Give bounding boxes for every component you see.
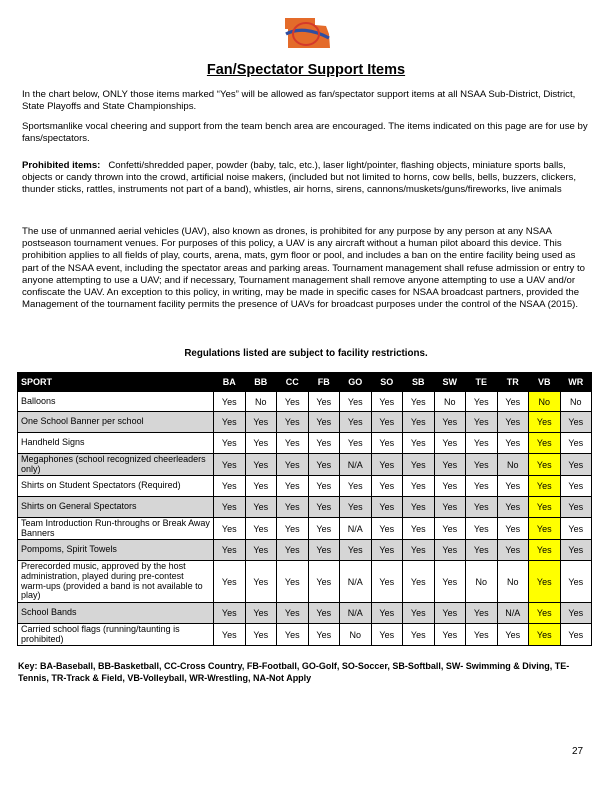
- header-cc: CC: [277, 373, 309, 392]
- cell-sw: Yes: [434, 454, 466, 476]
- cell-wr: Yes: [560, 433, 592, 454]
- cell-ba: Yes: [214, 518, 246, 540]
- cell-ba: Yes: [214, 433, 246, 454]
- cell-sw: Yes: [434, 561, 466, 603]
- cell-te: Yes: [466, 603, 498, 624]
- cell-so: Yes: [371, 392, 403, 412]
- cell-cc: Yes: [277, 476, 309, 497]
- header-vb: VB: [529, 373, 561, 392]
- nsaa-logo: [282, 14, 332, 54]
- cell-go: N/A: [340, 518, 372, 540]
- cell-tr: N/A: [497, 603, 529, 624]
- cell-bb: Yes: [245, 518, 277, 540]
- table-row: [18, 497, 592, 518]
- intro-paragraph-2: Sportsmanlike vocal cheering and support from the team bench area are encouraged. The items indicated on this page are for use by fans/spectators.: [22, 121, 588, 145]
- cell-bb: Yes: [245, 561, 277, 603]
- cell-te: Yes: [466, 433, 498, 454]
- cell-so: Yes: [371, 624, 403, 646]
- cell-go: N/A: [340, 561, 372, 603]
- cell-bb: Yes: [245, 412, 277, 433]
- cell-so: Yes: [371, 433, 403, 454]
- prohibited-label: Prohibited items:: [22, 160, 101, 171]
- cell-fb: Yes: [308, 603, 340, 624]
- cell-bb: Yes: [245, 603, 277, 624]
- cell-fb: Yes: [308, 561, 340, 603]
- cell-cc: Yes: [277, 454, 309, 476]
- row-item-label: School Bands: [18, 603, 214, 624]
- prohibited-text: Confetti/shredded paper, powder (baby, talc, etc.), laser light/pointer, flashing objects, miniature sports balls, objects or candy thrown into the crowd, artificial noise makers, (included but not limited to horns, cow bells, bells, buzzers, clickers, thunder sticks, rattles, instruments not part of a band), whistles, air horns, sirens, cannons/muskets/guns/fireworks, live animals: [22, 160, 577, 196]
- cell-wr: Yes: [560, 540, 592, 561]
- cell-te: Yes: [466, 518, 498, 540]
- cell-vb: Yes: [529, 624, 561, 646]
- header-so: SO: [371, 373, 403, 392]
- cell-sb: Yes: [403, 561, 435, 603]
- cell-go: Yes: [340, 412, 372, 433]
- cell-vb: Yes: [529, 518, 561, 540]
- support-items-table: [17, 372, 592, 646]
- cell-tr: Yes: [497, 433, 529, 454]
- cell-go: Yes: [340, 392, 372, 412]
- cell-sw: Yes: [434, 412, 466, 433]
- table-row: [18, 454, 592, 476]
- cell-tr: Yes: [497, 497, 529, 518]
- header-bb: BB: [245, 373, 277, 392]
- table-row: [18, 624, 592, 646]
- cell-vb: Yes: [529, 603, 561, 624]
- row-item-label: Pompoms, Spirit Towels: [18, 540, 214, 561]
- cell-tr: No: [497, 454, 529, 476]
- cell-sb: Yes: [403, 518, 435, 540]
- cell-cc: Yes: [277, 603, 309, 624]
- cell-fb: Yes: [308, 624, 340, 646]
- cell-te: Yes: [466, 540, 498, 561]
- cell-sb: Yes: [403, 454, 435, 476]
- row-item-label: One School Banner per school: [18, 412, 214, 433]
- cell-go: Yes: [340, 540, 372, 561]
- row-item-label: Team Introduction Run-throughs or Break Away Banners: [18, 518, 214, 540]
- cell-sw: Yes: [434, 433, 466, 454]
- cell-tr: Yes: [497, 476, 529, 497]
- cell-fb: Yes: [308, 476, 340, 497]
- cell-go: No: [340, 624, 372, 646]
- cell-cc: Yes: [277, 433, 309, 454]
- cell-bb: Yes: [245, 540, 277, 561]
- cell-cc: Yes: [277, 412, 309, 433]
- cell-vb: No: [529, 392, 561, 412]
- cell-so: Yes: [371, 603, 403, 624]
- cell-bb: Yes: [245, 433, 277, 454]
- header-te: TE: [466, 373, 498, 392]
- cell-vb: Yes: [529, 497, 561, 518]
- cell-te: Yes: [466, 392, 498, 412]
- cell-fb: Yes: [308, 412, 340, 433]
- cell-wr: No: [560, 392, 592, 412]
- cell-cc: Yes: [277, 561, 309, 603]
- cell-sb: Yes: [403, 603, 435, 624]
- cell-sw: Yes: [434, 540, 466, 561]
- cell-sw: Yes: [434, 603, 466, 624]
- cell-wr: Yes: [560, 603, 592, 624]
- cell-wr: Yes: [560, 624, 592, 646]
- cell-go: Yes: [340, 476, 372, 497]
- row-item-label: Shirts on Student Spectators (Required): [18, 476, 214, 497]
- cell-ba: Yes: [214, 454, 246, 476]
- row-item-label: Balloons: [18, 392, 214, 412]
- cell-sw: Yes: [434, 497, 466, 518]
- row-item-label: Prerecorded music, approved by the host administration, played during pre-contest warm-ups (provided a band is not available to play): [18, 561, 214, 603]
- row-item-label: Megaphones (school recognized cheerleaders only): [18, 454, 214, 476]
- cell-so: Yes: [371, 454, 403, 476]
- cell-go: Yes: [340, 433, 372, 454]
- cell-ba: Yes: [214, 624, 246, 646]
- cell-wr: Yes: [560, 476, 592, 497]
- table-row: [18, 603, 592, 624]
- cell-ba: Yes: [214, 476, 246, 497]
- cell-fb: Yes: [308, 497, 340, 518]
- cell-vb: Yes: [529, 433, 561, 454]
- cell-sb: Yes: [403, 540, 435, 561]
- cell-wr: Yes: [560, 561, 592, 603]
- table-row: [18, 540, 592, 561]
- cell-te: Yes: [466, 624, 498, 646]
- cell-ba: Yes: [214, 392, 246, 412]
- cell-so: Yes: [371, 561, 403, 603]
- row-item-label: Carried school flags (running/taunting is prohibited): [18, 624, 214, 646]
- cell-bb: No: [245, 392, 277, 412]
- cell-fb: Yes: [308, 433, 340, 454]
- cell-so: Yes: [371, 476, 403, 497]
- table-row: [18, 412, 592, 433]
- cell-te: Yes: [466, 497, 498, 518]
- table-row: [18, 561, 592, 603]
- cell-so: Yes: [371, 518, 403, 540]
- cell-sb: Yes: [403, 497, 435, 518]
- cell-so: Yes: [371, 540, 403, 561]
- cell-ba: Yes: [214, 412, 246, 433]
- cell-cc: Yes: [277, 624, 309, 646]
- cell-ba: Yes: [214, 540, 246, 561]
- cell-tr: Yes: [497, 540, 529, 561]
- cell-sw: Yes: [434, 476, 466, 497]
- cell-tr: No: [497, 561, 529, 603]
- cell-vb: Yes: [529, 476, 561, 497]
- cell-tr: Yes: [497, 392, 529, 412]
- header-tr: TR: [497, 373, 529, 392]
- page-title: Fan/Spectator Support Items: [206, 62, 406, 78]
- cell-te: Yes: [466, 454, 498, 476]
- cell-fb: Yes: [308, 540, 340, 561]
- cell-ba: Yes: [214, 497, 246, 518]
- cell-sw: No: [434, 392, 466, 412]
- cell-tr: Yes: [497, 624, 529, 646]
- cell-so: Yes: [371, 497, 403, 518]
- table-row: [18, 518, 592, 540]
- cell-vb: Yes: [529, 561, 561, 603]
- row-item-label: Handheld Signs: [18, 433, 214, 454]
- header-ba: BA: [214, 373, 246, 392]
- cell-vb: Yes: [529, 540, 561, 561]
- cell-fb: Yes: [308, 518, 340, 540]
- cell-so: Yes: [371, 412, 403, 433]
- table-body: [18, 392, 592, 646]
- cell-wr: Yes: [560, 518, 592, 540]
- cell-bb: Yes: [245, 497, 277, 518]
- cell-go: Yes: [340, 497, 372, 518]
- intro-paragraph-1: In the chart below, ONLY those items marked “Yes” will be allowed as fan/spectator support items at all NSAA Sub-District, District, State Playoffs and State Championships.: [22, 89, 576, 113]
- cell-go: N/A: [340, 603, 372, 624]
- cell-wr: Yes: [560, 454, 592, 476]
- cell-wr: Yes: [560, 412, 592, 433]
- cell-sb: Yes: [403, 476, 435, 497]
- cell-cc: Yes: [277, 392, 309, 412]
- cell-wr: Yes: [560, 497, 592, 518]
- header-sport: SPORT: [18, 373, 214, 392]
- cell-bb: Yes: [245, 476, 277, 497]
- cell-fb: Yes: [308, 454, 340, 476]
- cell-cc: Yes: [277, 497, 309, 518]
- table-row: [18, 433, 592, 454]
- cell-bb: Yes: [245, 624, 277, 646]
- cell-tr: Yes: [497, 518, 529, 540]
- cell-ba: Yes: [214, 561, 246, 603]
- cell-te: Yes: [466, 412, 498, 433]
- cell-te: No: [466, 561, 498, 603]
- table-row: [18, 392, 592, 412]
- prohibited-paragraph: [22, 160, 590, 197]
- cell-sw: Yes: [434, 518, 466, 540]
- header-fb: FB: [308, 373, 340, 392]
- table-header-row: [18, 373, 592, 392]
- table-row: [18, 476, 592, 497]
- cell-bb: Yes: [245, 454, 277, 476]
- cell-sb: Yes: [403, 624, 435, 646]
- row-item-label: Shirts on General Spectators: [18, 497, 214, 518]
- cell-fb: Yes: [308, 392, 340, 412]
- cell-ba: Yes: [214, 603, 246, 624]
- sport-key: Key: BA-Baseball, BB-Basketball, CC-Cross Country, FB-Football, GO-Golf, SO-Soccer, SB-Softball, SW- Swimming & Diving, TE-Tennis, TR-Track & Field, VB-Volleyball, WR-Wrestling, NA-Not Apply: [18, 661, 570, 683]
- header-sb: SB: [403, 373, 435, 392]
- cell-go: N/A: [340, 454, 372, 476]
- cell-vb: Yes: [529, 454, 561, 476]
- uav-paragraph: The use of unmanned aerial vehicles (UAV), also known as drones, is prohibited for any purpose by any person at any NSAA postseason tournament venues. For purposes of this policy, a UAV is any aircraft without a human pilot aboard this device. This prohibition applies to all fields of play, courts, arena, mats, gym floor or pool, and includes a ban on the entire facility being used as part of the NSAA event, including the spectator areas and parking areas. Tournament management shall refuse admission or entry to anyone attempting to use a UAV; and if necessary, Tournament management shall remove anyone attempting to use a UAV and/or confiscate the UAV. An exception to this policy, in writing, may be made in specific cases for NSAA broadcast partners, provided the Management of the tournament facility permits the presence of UAVs for broadcast purposes under the control of the NSAA (2015).: [22, 226, 585, 311]
- cell-sb: Yes: [403, 392, 435, 412]
- regulations-note: Regulations listed are subject to facility restrictions.: [184, 348, 428, 359]
- header-go: GO: [340, 373, 372, 392]
- cell-cc: Yes: [277, 518, 309, 540]
- cell-sb: Yes: [403, 433, 435, 454]
- header-wr: WR: [560, 373, 592, 392]
- cell-te: Yes: [466, 476, 498, 497]
- cell-vb: Yes: [529, 412, 561, 433]
- header-sw: SW: [434, 373, 466, 392]
- cell-cc: Yes: [277, 540, 309, 561]
- page-number: 27: [572, 746, 584, 757]
- cell-sw: Yes: [434, 624, 466, 646]
- cell-sb: Yes: [403, 412, 435, 433]
- cell-tr: Yes: [497, 412, 529, 433]
